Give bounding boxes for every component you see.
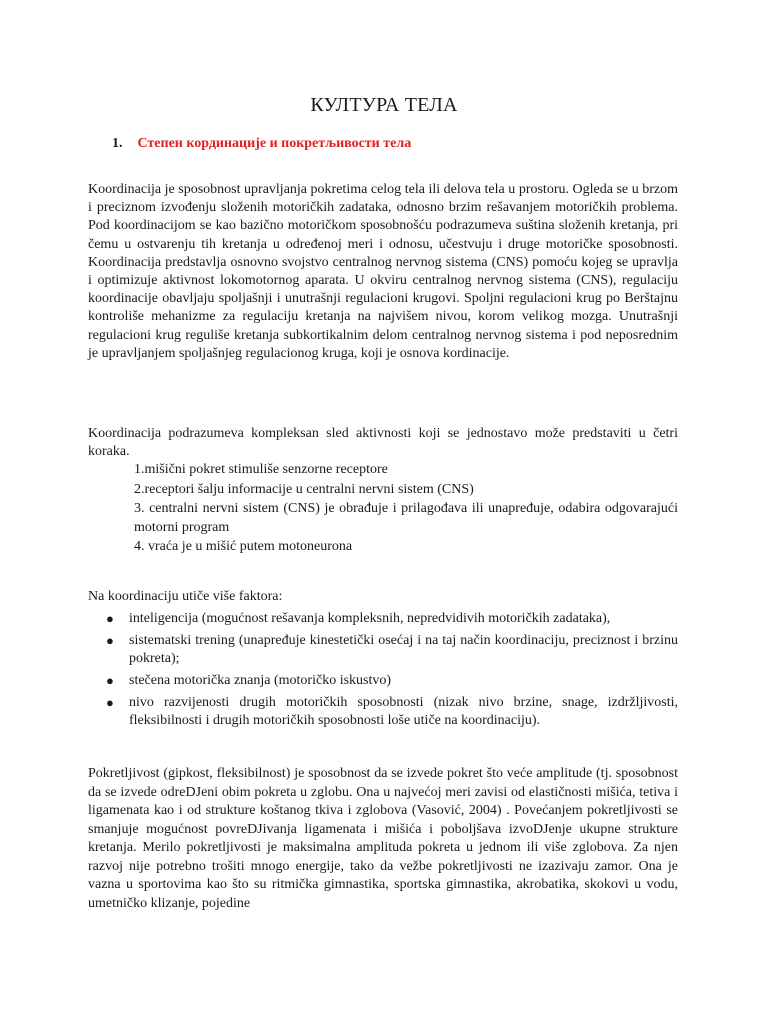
factor-item: [106, 672, 678, 690]
factor-text: inteligencija (mogućnost rešavanja kompleksnih, nepredvidivih motoričkih zadataka),: [129, 611, 611, 626]
factor-text: sistematski trening (unapređuje kinestetički osećaj i na taj način koordinaciju, preciznost i brzinu pokreta);: [129, 632, 678, 666]
section-heading: [112, 136, 411, 152]
bullet-icon: ●: [106, 632, 114, 648]
bullet-icon: ●: [106, 694, 114, 710]
factor-item: [106, 694, 678, 730]
paragraph-steps-intro: Koordinacija podrazumeva kompleksan sled aktivnosti koji se jednostavo može predstaviti u četri koraka.: [88, 426, 678, 460]
step-item: 4. vraća je u mišić putem motoneurona: [134, 539, 353, 555]
step-item: 1.mišični pokret stimuliše senzorne receptore: [134, 462, 388, 477]
section-heading-text: Степен кординације и покретљивости тела: [137, 136, 412, 151]
factor-item: [106, 610, 678, 628]
step-item: 2.receptori šalju informacije u centralni nervni sistem (CNS): [134, 481, 474, 497]
factor-item: [106, 632, 678, 668]
step-item: 3. centralni nervni sistem (CNS) je obrađuje i prilagođava ili unapređuje, odabira odgovarajući motorni program: [134, 501, 678, 535]
document-title: КУЛТУРА ТЕЛА: [310, 94, 458, 116]
factors-list: [106, 610, 678, 734]
paragraph-flexibility: Pokretljivost (gipkost, fleksibilnost) je sposobnost da se izvede pokret što veće amplitude (tj. sposobnost da se izvede odreDJeni obim pokreta u zglobu. Ona u najvećoj meri zavisi od elastičnosti mišića, tetiva i ligamenata kao i od strukture koštanog tkiva i zglobova (Vasović, 2004) . Povećanjem pokretljivosti se smanjuje mogućnost povreDJivanja ligamenata i mišića i poboljšava izvoDJenje ukupne strukture kretanja. Merilo pokretljivosti je maksimalna amplituda pokreta u jednom ili više zglobova. Za njen razvoj nije potrebno trošiti mnogo energije, tako da vežbe pokretljivosti ne izazivaju zamor. Ona je vazna u sportovima kao što su ritmička gimnastika, sportska gimnastika, akrobatika, skokovi u vodu, umetničko klizanje, pojedine: [88, 766, 678, 911]
bullet-icon: ●: [106, 611, 114, 626]
section-number: 1.: [112, 136, 123, 151]
factor-text: stečena motorička znanja (motoričko iskustvo): [129, 672, 392, 688]
steps-list: [134, 461, 678, 558]
bullet-icon: ●: [106, 672, 114, 688]
paragraph-coordination: Koordinacija je sposobnost upravljanja pokretima celog tela ili delova tela u prostoru. Ogleda se u brzom i preciznom izvođenju složenih motoričkih zadataka, odnosno brzim rešavanjem motoričkih problema. Pod koordinacijom se kao bazično motoričkom sposobnošću podrazumeva suština složenih kretanja, pri čemu u ostvarenju tih kretanja u određenoj meri i odnosu, učestvuju i druge motoričke sposobnosti. Koordinacija predstavlja osnovno svojstvo centralnog nervnog sistema (CNS) pomoću kojeg se upravlja i optimizuje aktivnost lokomotornog aparata. U okviru centralnog nervnog sistema (CNS), regulaciju koordinacije obavljaju spoljašnji i unutrašnji regulacioni krugovi. Spoljni regulacioni krug po Berštajnu kontroliše mehanizme za regulaciju kretanja na najvišem nivou, korom velikog mozga. Unutrašnji regulacioni krug reguliše kretanja subkortikalnim delom centralnog nervnog sistema i pod neposrednim je upravljanjem spoljašnjeg regulacionog kruga, koji je osnova kordinacije.: [88, 182, 678, 361]
factor-text: nivo razvijenosti drugih motoričkih sposobnosti (nizak nivo brzine, snage, izdržljivosti, fleksibilnosti i drugih motoričkih sposobnosti loše utiče na koordinaciju).: [129, 694, 678, 728]
paragraph-factors-intro: Na koordinaciju utiče više faktora:: [88, 589, 283, 604]
